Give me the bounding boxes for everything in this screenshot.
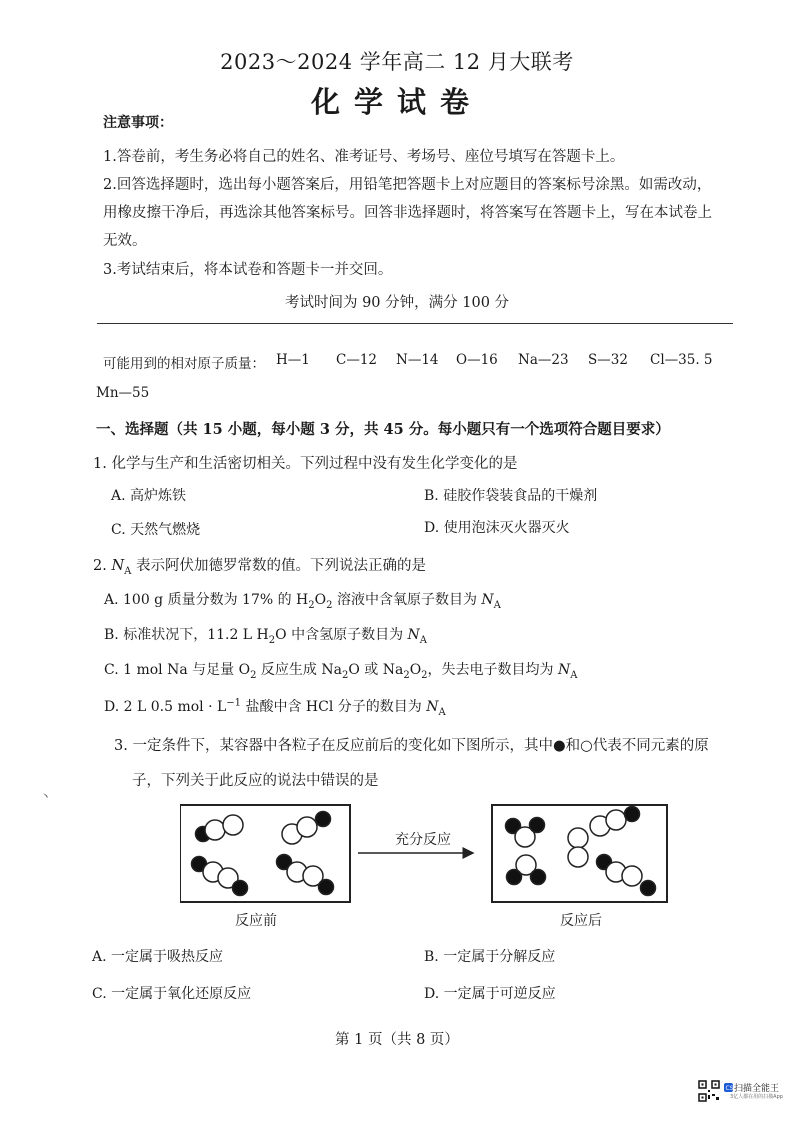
exam-subject-title: 化学试卷 [310, 85, 483, 119]
notice-item-3: 3.考试结束后，将本试卷和答题卡一并交回。 [103, 262, 393, 278]
atomic-mass-h: H—1 [276, 352, 310, 368]
exam-time-info: 考试时间为 90 分钟，满分 100 分 [284, 295, 510, 311]
page-number: 第 1 页（共 8 页） [335, 1032, 459, 1048]
before-label: 反应前 [235, 913, 277, 929]
q3-option-d: D. 一定属于可逆反应 [424, 986, 556, 1002]
atomic-mass-n: N—14 [396, 352, 439, 368]
q2-option-b: B. 标准状况下，11.2 L $H_2O$ 中含氢原子数目为 $N_A$ [104, 627, 428, 646]
q3-option-b: B. 一定属于分解反应 [424, 949, 556, 965]
atomic-mass-cl: Cl—35. 5 [650, 352, 713, 368]
after-molecules [506, 807, 656, 896]
q2-option-c: C. 1 mol Na 与足量 $O_2$ 反应生成 $Na_2O$ 或 $Na_2O_2$，失去电子数目均为 $N_A$ [104, 662, 578, 681]
q1-option-b: B. 硅胶作袋装食品的干燥剂 [424, 488, 598, 504]
atomic-mass-o: O—16 [456, 352, 498, 368]
reaction-diagram [180, 800, 680, 940]
notice-item-2-end: 无效。 [103, 233, 147, 249]
atomic-mass-c: C—12 [336, 352, 378, 368]
scanner-tagline: 3亿人都在用的扫描App [730, 1094, 783, 1100]
white-atom-icon: ○ [580, 738, 593, 754]
atomic-mass-mn: Mn—55 [96, 385, 150, 401]
atomic-mass-na: Na—23 [518, 352, 569, 368]
notice-item-1: 1.答卷前，考生务必将自己的姓名、准考证号、考场号、座位号填写在答题卡上。 [103, 149, 625, 165]
atomic-mass-s: S—32 [588, 352, 628, 368]
notice-item-2: 2.回答选择题时，选出每小题答案后，用铅笔把答题卡上对应题目的答案标号涂黑。如需改动， [103, 177, 712, 193]
q3-stem-line1: 3. 一定条件下，某容器中各粒子在反应前后的变化如下图所示，其中●和○代表不同元素的原 [114, 738, 709, 754]
black-atom-icon: ● [552, 738, 566, 754]
notice-item-2-cont: 用橡皮擦干净后，再选涂其他答案标号。回答非选择题时，将答案写在答题卡上，写在本试卷上 [103, 205, 712, 221]
q3-option-a: A. 一定属于吸热反应 [92, 949, 224, 965]
qr-code-icon [698, 1080, 720, 1102]
q2-stem: 2. $N_A$ 表示阿伏加德罗常数的值。下列说法正确的是 [93, 558, 426, 577]
scanner-brand: 扫描全能王 [734, 1084, 780, 1094]
after-label: 反应后 [560, 913, 602, 929]
arrow-label: 充分反应 [395, 832, 451, 848]
q1-option-c: C. 天然气燃烧 [111, 522, 201, 538]
divider-line [97, 323, 733, 324]
q3-stem-line2: 子，下列关于此反应的说法中错误的是 [132, 773, 379, 789]
q3-option-c: C. 一定属于氧化还原反应 [92, 986, 252, 1002]
q2-option-a: A. 100 g 质量分数为 17% 的 $H_2O_2$ 溶液中含氧原子数目为 $N_A$ [104, 592, 501, 611]
q1-stem: 1. 化学与生产和生活密切相关。下列过程中没有发生化学变化的是 [93, 456, 518, 472]
q1-option-d: D. 使用泡沫灭火器灭火 [424, 520, 570, 536]
before-molecules [192, 812, 334, 896]
section-heading-choice: 一、选择题（共 15 小题，每小题 3 分，共 45 分。每小题只有一个选项符合题目要求） [96, 421, 670, 438]
q2-option-d: D. 2 L 0.5 mol · $L^{-1}$ 盐酸中含 HCl 分子的数目为 $N_A$ [104, 697, 446, 718]
margin-mark: 丶 [40, 790, 51, 803]
svg-text:CS: CS [725, 1085, 734, 1092]
q1-option-a: A. 高炉炼铁 [111, 488, 187, 504]
exam-title-line1: 2023～2024 学年高二 12 月大联考 [220, 50, 574, 74]
notice-heading: 注意事项： [103, 115, 173, 131]
atomic-mass-prefix: 可能用到的相对原子质量： [103, 356, 265, 372]
